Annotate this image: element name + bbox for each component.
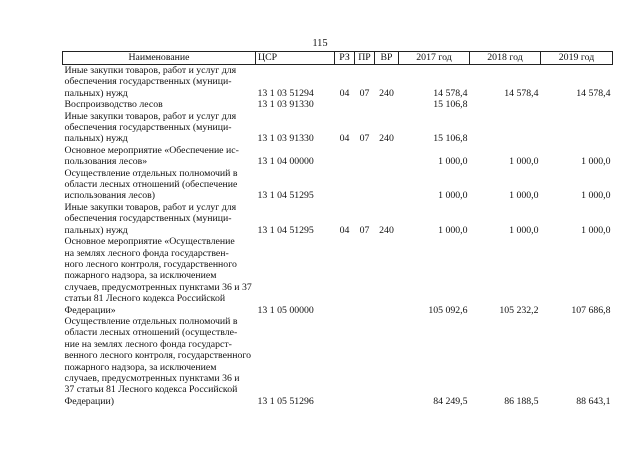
row-name-line: случаев, предусмотренных пунктами 36 и bbox=[64, 372, 240, 384]
row-csr: 13 1 05 51296 bbox=[257, 395, 314, 407]
row-name bbox=[63, 236, 256, 316]
row-pr: 07 bbox=[359, 224, 370, 236]
row-2017: 15 106,8 bbox=[433, 133, 468, 145]
row-name-line: области лесных отношений (осуществле- bbox=[64, 327, 238, 339]
row-name-line: Осуществление отдельных полномочий в bbox=[64, 315, 238, 327]
row-name-line: статьи 81 Лесного кодекса Российской bbox=[64, 293, 226, 305]
row-name-line: пальных) нужд bbox=[64, 133, 128, 145]
row-vr: 240 bbox=[379, 224, 394, 236]
header-vr: ВР bbox=[375, 52, 399, 65]
header-pr: ПР bbox=[355, 52, 375, 65]
table-row bbox=[63, 145, 613, 168]
table-body bbox=[63, 65, 613, 408]
row-2019: 14 578,4 bbox=[576, 87, 611, 99]
row-2018: 105 232,2 bbox=[499, 304, 539, 316]
row-name-line: обеспечения государственных (муници- bbox=[64, 76, 232, 88]
header-rz: РЗ bbox=[335, 52, 355, 65]
row-name bbox=[63, 111, 256, 145]
row-name-line: ного лесного контроля, государственного bbox=[64, 258, 237, 270]
row-name-line: использования лесов) bbox=[64, 190, 156, 202]
row-name bbox=[63, 99, 256, 110]
row-vr: 240 bbox=[379, 133, 394, 145]
row-name-line: пальных) нужд bbox=[64, 224, 128, 236]
header-2019: 2019 год bbox=[541, 52, 613, 65]
row-vr bbox=[375, 316, 399, 407]
row-vr bbox=[375, 99, 399, 110]
row-2019: 1 000,0 bbox=[581, 190, 611, 202]
row-name-line: пожарного надзора, за исключением bbox=[64, 270, 217, 282]
row-vr bbox=[375, 145, 399, 168]
row-name bbox=[63, 65, 256, 100]
row-csr: 13 1 03 51294 bbox=[257, 87, 314, 99]
row-2017: 84 249,5 bbox=[433, 395, 468, 407]
table-row bbox=[63, 168, 613, 202]
row-rz bbox=[335, 316, 355, 407]
row-2017: 105 092,6 bbox=[428, 304, 468, 316]
row-pr bbox=[355, 168, 375, 202]
row-name-line: Воспроизводство лесов bbox=[64, 99, 163, 111]
row-2017: 1 000,0 bbox=[438, 224, 468, 236]
row-vr bbox=[375, 168, 399, 202]
budget-table bbox=[62, 51, 613, 407]
row-2019: 107 686,8 bbox=[571, 304, 611, 316]
row-vr: 240 bbox=[379, 87, 394, 99]
row-name-line: Иные закупки товаров, работ и услуг для bbox=[64, 65, 237, 76]
row-csr: 13 1 03 91330 bbox=[257, 99, 314, 111]
row-2018 bbox=[470, 111, 541, 145]
row-pr bbox=[355, 236, 375, 316]
row-2018: 1 000,0 bbox=[509, 190, 539, 202]
table-row bbox=[63, 316, 613, 407]
row-name-line: на землях лесного фонда государствен- bbox=[64, 247, 229, 259]
row-pr: 07 bbox=[359, 87, 370, 99]
row-rz bbox=[335, 145, 355, 168]
page-number: 115 bbox=[312, 38, 328, 49]
row-name-line: ние на землях лесного фонда государст- bbox=[64, 338, 232, 350]
row-2017: 15 106,8 bbox=[433, 99, 468, 111]
row-name-line: Осуществление отдельных полномочий в bbox=[64, 167, 238, 179]
row-pr bbox=[355, 99, 375, 110]
table-row bbox=[63, 111, 613, 145]
row-pr bbox=[355, 316, 375, 407]
row-2019 bbox=[541, 111, 613, 145]
row-name-line: венного лесного контроля, государственного bbox=[64, 350, 252, 362]
row-name-line: Федерации) bbox=[64, 395, 115, 407]
row-csr: 13 1 04 51295 bbox=[257, 190, 314, 202]
row-rz bbox=[335, 99, 355, 110]
row-2018: 86 188,5 bbox=[504, 395, 539, 407]
row-2018: 1 000,0 bbox=[509, 224, 539, 236]
row-name-line: Иные закупки товаров, работ и услуг для bbox=[64, 201, 237, 213]
row-name-line: Основное мероприятие «Осуществление bbox=[64, 236, 235, 248]
row-rz: 04 bbox=[339, 87, 350, 99]
row-2019: 1 000,0 bbox=[581, 156, 611, 168]
row-rz bbox=[335, 168, 355, 202]
row-pr bbox=[355, 145, 375, 168]
row-name-line: пожарного надзора, за исключением bbox=[64, 361, 217, 373]
row-name-line: пользования лесов» bbox=[64, 156, 148, 168]
row-name-line: Основное мероприятие «Обеспечение ис- bbox=[64, 144, 239, 156]
row-2019 bbox=[541, 99, 613, 110]
row-rz: 04 bbox=[339, 224, 350, 236]
header-name: Наименование bbox=[63, 52, 256, 65]
row-2018: 1 000,0 bbox=[509, 156, 539, 168]
row-2017: 14 578,4 bbox=[433, 87, 468, 99]
row-name-line: Иные закупки товаров, работ и услуг для bbox=[64, 110, 237, 122]
header-2017: 2017 год bbox=[399, 52, 470, 65]
row-name-line: обеспечения государственных (муници- bbox=[64, 122, 232, 134]
row-name-line: обеспечения государственных (муници- bbox=[64, 213, 232, 225]
row-name bbox=[63, 168, 256, 202]
row-name-line: пальных) нужд bbox=[64, 87, 128, 99]
row-2017: 1 000,0 bbox=[438, 156, 468, 168]
row-name bbox=[63, 316, 256, 407]
row-2019: 1 000,0 bbox=[581, 224, 611, 236]
table-row bbox=[63, 236, 613, 316]
row-2019: 88 643,1 bbox=[576, 395, 611, 407]
row-rz: 04 bbox=[339, 133, 350, 145]
table-row bbox=[63, 202, 613, 236]
row-2018: 14 578,4 bbox=[504, 87, 539, 99]
row-name bbox=[63, 145, 256, 168]
row-2017: 1 000,0 bbox=[438, 190, 468, 202]
row-2018 bbox=[470, 99, 541, 110]
table-row bbox=[63, 65, 613, 100]
row-name-line: области лесных отношений (обеспечение bbox=[64, 179, 238, 191]
row-rz bbox=[335, 236, 355, 316]
row-csr: 13 1 04 00000 bbox=[257, 156, 314, 168]
table-row bbox=[63, 99, 613, 110]
row-csr: 13 1 03 91330 bbox=[257, 133, 314, 145]
row-name-line: 37 статьи 81 Лесного кодекса Российской bbox=[64, 384, 238, 396]
header-csr: ЦСР bbox=[256, 52, 335, 65]
row-name-line: Федерации» bbox=[64, 304, 116, 316]
row-csr: 13 1 05 00000 bbox=[257, 304, 314, 316]
row-name-line: случаев, предусмотренных пунктами 36 и 37 bbox=[64, 281, 252, 293]
row-name bbox=[63, 202, 256, 236]
row-vr bbox=[375, 236, 399, 316]
header-2018: 2018 год bbox=[470, 52, 541, 65]
row-pr: 07 bbox=[359, 133, 370, 145]
table-header-row bbox=[63, 52, 613, 65]
row-csr: 13 1 04 51295 bbox=[257, 224, 314, 236]
